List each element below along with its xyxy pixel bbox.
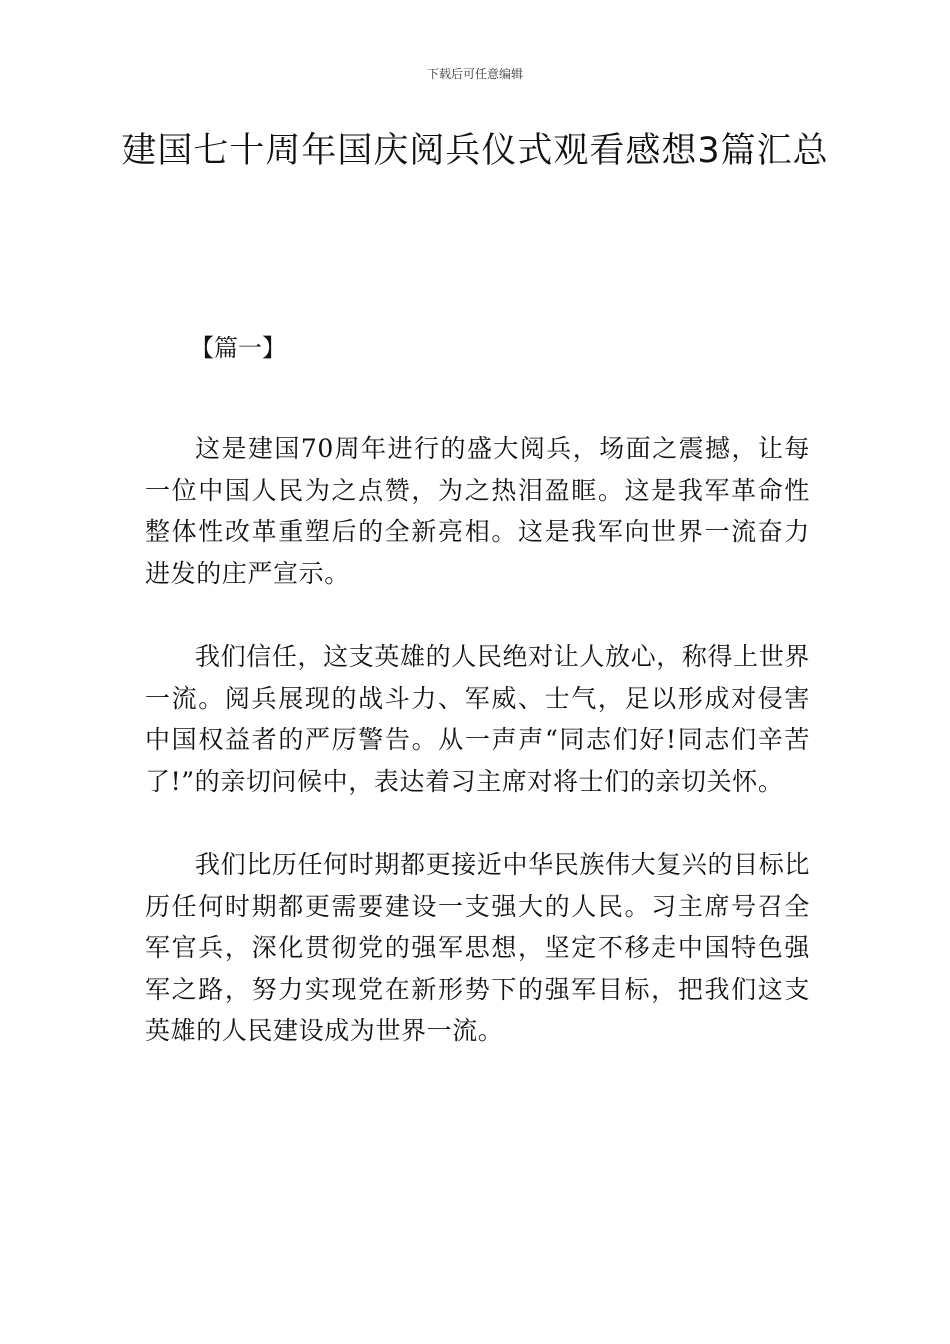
- document-body: [145, 428, 810, 1094]
- paragraph: 我们信任，这支英雄的人民绝对让人放心，称得上世界一流。阅兵展现的战斗力、军威、士气，足以形成对侵害中国权益者的严厉警告。从一声声“同志们好!同志们辛苦了!”的亲切问候中，表达着习主席对将士们的亲切关怀。: [145, 642, 810, 796]
- paragraph: 这是建国70周年进行的盛大阅兵，场面之震撼，让每一位中国人民为之点赞，为之热泪盈眶。这是我军革命性整体性改革重塑后的全新亮相。这是我军向世界一流奋力进发的庄严宣示。: [145, 434, 810, 588]
- header-note: 下载后可任意编辑: [426, 67, 523, 81]
- section-label: 【篇一】: [190, 334, 286, 362]
- paragraph: 我们比历任何时期都更接近中华民族伟大复兴的目标比历任何时期都更需要建设一支强大的人民。习主席号召全军官兵，深化贯彻党的强军思想，坚定不移走中国特色强军之路，努力实现党在新形势下的强军目标，把我们这支英雄的人民建设成为世界一流。: [145, 850, 810, 1045]
- document-title: 建国七十周年国庆阅兵仪式观看感想3篇汇总: [121, 131, 829, 171]
